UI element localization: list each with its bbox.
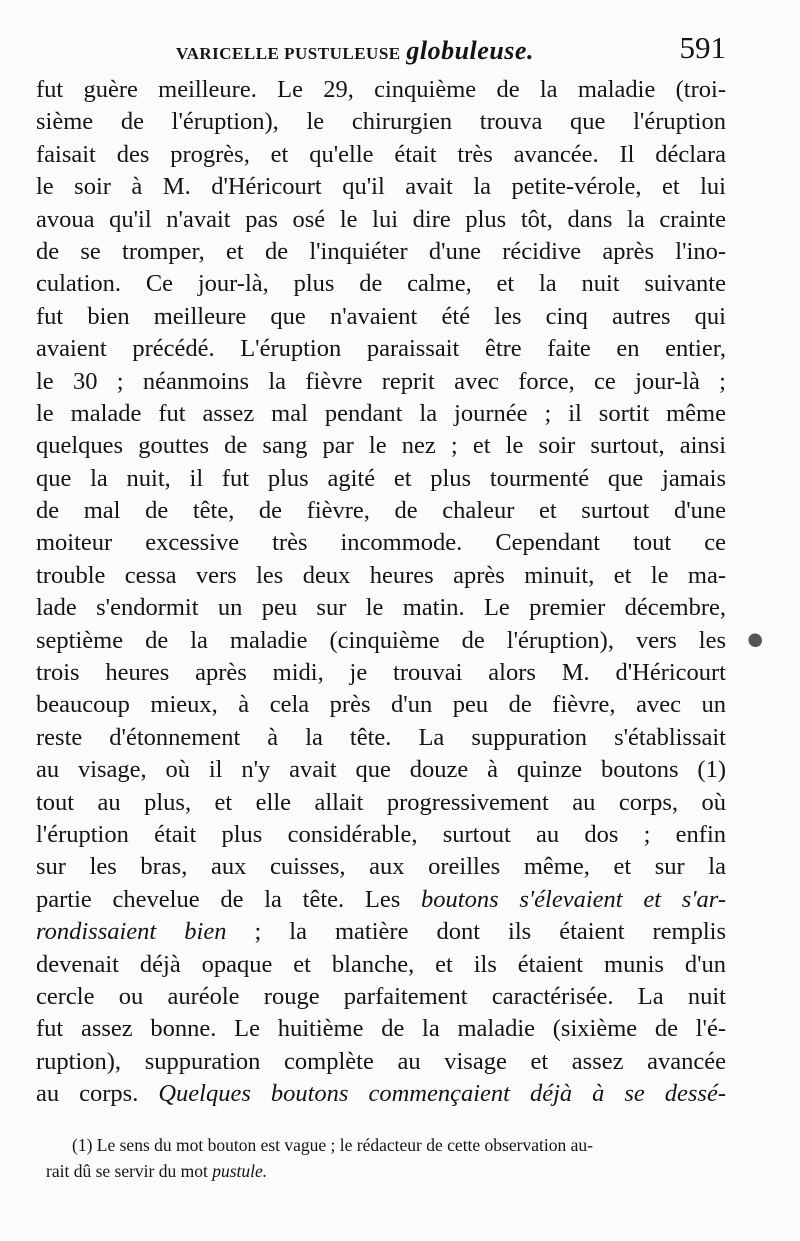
text-line: devenait déjà opaque et blanche, et ils étaient munis d'un [36, 950, 726, 978]
text-italic: Quelques boutons commençaient déjà à se dessé- [158, 1080, 726, 1108]
text-line: culation. Ce jour-là, plus de calme, et la nuit suivante [36, 270, 726, 298]
footnote [44, 1132, 734, 1184]
text-line: de mal de tête, de fièvre, de chaleur et surtout d'une [36, 497, 726, 525]
text-line: l'éruption était plus considérable, surtout au dos ; enfin [36, 820, 726, 848]
text-line: lade s'endormit un peu sur le matin. Le premier décembre, [36, 594, 726, 622]
text-roman: ; la matière dont ils étaient remplis [226, 918, 726, 946]
footnote-roman: rait dû se servir du mot [46, 1161, 213, 1181]
text-line: sur les bras, aux cuisses, aux oreilles même, et sur la [36, 853, 726, 881]
text-italic: rondissaient bien [36, 918, 227, 946]
text-line: quelques gouttes de sang par le nez ; et le soir surtout, ainsi [36, 432, 726, 460]
text-line: au visage, où il n'y avait que douze à quinze boutons (1) [36, 756, 726, 784]
footnote-italic: pustule. [212, 1161, 268, 1181]
text-line: septième de la maladie (cinquième de l'éruption), vers les [36, 626, 726, 654]
footnote-line: (1) Le sens du mot bouton est vague ; le rédacteur de cette observation au- [72, 1135, 593, 1155]
text-line: ruption), suppuration complète au visage et assez avancée [36, 1047, 726, 1075]
footnote-line [44, 1158, 734, 1184]
page-number: 591 [679, 30, 726, 65]
text-line-mixed [36, 916, 726, 948]
text-line: faisait des progrès, et qu'elle était très avancée. Il déclara [36, 140, 726, 168]
text-roman: partie chevelue de la tête. Les [36, 885, 422, 913]
text-line: fut guère meilleure. Le 29, cinquième de la maladie (troi- [36, 76, 726, 103]
running-head-italic: globuleuse. [406, 36, 534, 65]
running-head-caps: VARICELLE PUSTULEUSE [176, 44, 401, 63]
text-line-mixed [36, 1078, 726, 1110]
text-line: reste d'étonnement à la tête. La suppuration s'établissait [36, 723, 726, 751]
text-line: beaucoup mieux, à cela près d'un peu de fièvre, avec un [36, 691, 726, 719]
running-head [176, 36, 534, 66]
text-line: avoua qu'il n'avait pas osé le lui dire plus tôt, dans la crainte [36, 205, 726, 233]
text-line: que la nuit, il fut plus agité et plus tourmenté que jamais [36, 464, 726, 492]
text-line: avaient précédé. L'éruption paraissait être faite en entier, [36, 335, 726, 363]
body-text [36, 74, 726, 1111]
text-line-mixed [36, 884, 726, 916]
text-line: le soir à M. d'Héricourt qu'il avait la petite-vérole, et lui [36, 173, 726, 201]
page-header [36, 28, 726, 76]
text-line: le malade fut assez mal pendant la journée ; il sortit même [36, 399, 726, 427]
text-line: trouble cessa vers les deux heures après minuit, et le ma- [36, 561, 726, 589]
text-line: de se tromper, et de l'inquiéter d'une récidive après l'ino- [36, 237, 726, 265]
text-line: moiteur excessive très incommode. Cependant tout ce [36, 529, 726, 557]
text-line: le 30 ; néanmoins la fièvre reprit avec force, ce jour-là ; [36, 367, 726, 395]
ink-spot [749, 634, 762, 647]
text-line: tout au plus, et elle allait progressivement au corps, où [36, 788, 726, 816]
text-line: trois heures après midi, je trouvai alors M. d'Héricourt [36, 659, 726, 687]
text-line: fut bien meilleure que n'avaient été les cinq autres qui [36, 302, 726, 330]
text-line: fut assez bonne. Le huitième de la maladie (sixième de l'é- [36, 1015, 726, 1043]
text-roman: au corps. [36, 1080, 159, 1108]
text-italic: boutons s'élevaient et s'ar- [421, 885, 726, 913]
text-line: sième de l'éruption), le chirurgien trouva que l'éruption [36, 108, 726, 136]
text-line: cercle ou auréole rouge parfaitement caractérisée. La nuit [36, 982, 726, 1010]
